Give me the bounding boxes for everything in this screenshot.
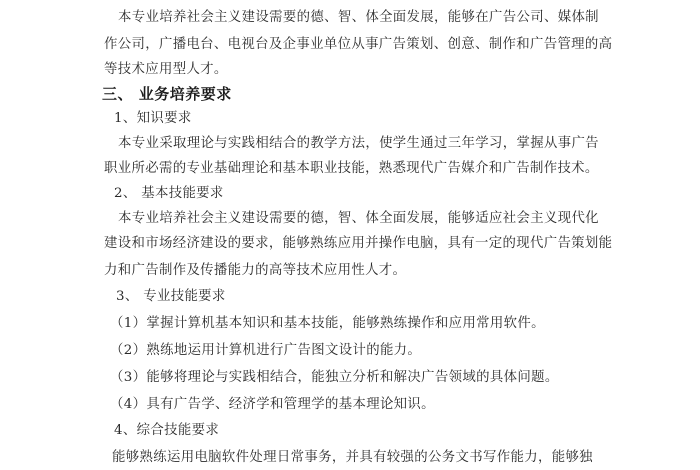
professional-skill-item-2: （2）熟练地运用计算机进行广告图文设计的能力。	[110, 343, 422, 358]
training-goal-line-2: 作公司，广播电台、电视台及企事业单位从事广告策划、创意、制作和广告管理的高	[104, 37, 613, 52]
basic-skills-line-3: 力和广告制作及传播能力的高等技术应用性人才。	[104, 263, 407, 278]
basic-skills-title: 2、 基本技能要求	[114, 186, 224, 201]
training-goal-line-1: 本专业培养社会主义建设需要的德、智、体全面发展，能够在广告公司、媒体制	[118, 10, 599, 25]
comprehensive-skills-title: 4、综合技能要求	[114, 423, 220, 438]
professional-skill-item-3: （3）能够将理论与实践相结合，能独立分析和解决广告领域的具体问题。	[110, 370, 559, 385]
basic-skills-line-2: 建设和市场经济建设的要求，能够熟练应用并操作电脑，具有一定的现代广告策划能	[104, 236, 613, 251]
knowledge-line-2: 职业所必需的专业基础理论和基本职业技能，熟悉现代广告媒介和广告制作技术。	[104, 161, 599, 176]
knowledge-line-1: 本专业采取理论与实践相结合的教学方法，使学生通过三年学习，掌握从事广告	[118, 136, 599, 151]
comprehensive-skills-line-1: 能够熟练运用电脑软件处理日常事务，并具有较强的公务文书写作能力，能够独	[112, 450, 593, 465]
professional-skill-item-4: （4）具有广告学、经济学和管理学的基本理论知识。	[110, 397, 435, 412]
training-goal-line-3: 等技术应用型人才。	[104, 62, 228, 77]
section-heading: 三、 业务培养要求	[102, 85, 232, 103]
knowledge-requirements-title: 1、知识要求	[114, 111, 192, 126]
professional-skill-item-1: （1）掌握计算机基本知识和基本技能，能够熟练操作和应用常用软件。	[110, 316, 545, 331]
professional-skills-title: 3、 专业技能要求	[116, 289, 226, 304]
basic-skills-line-1: 本专业培养社会主义建设需要的德，智、体全面发展，能够适应社会主义现代化	[118, 211, 599, 226]
